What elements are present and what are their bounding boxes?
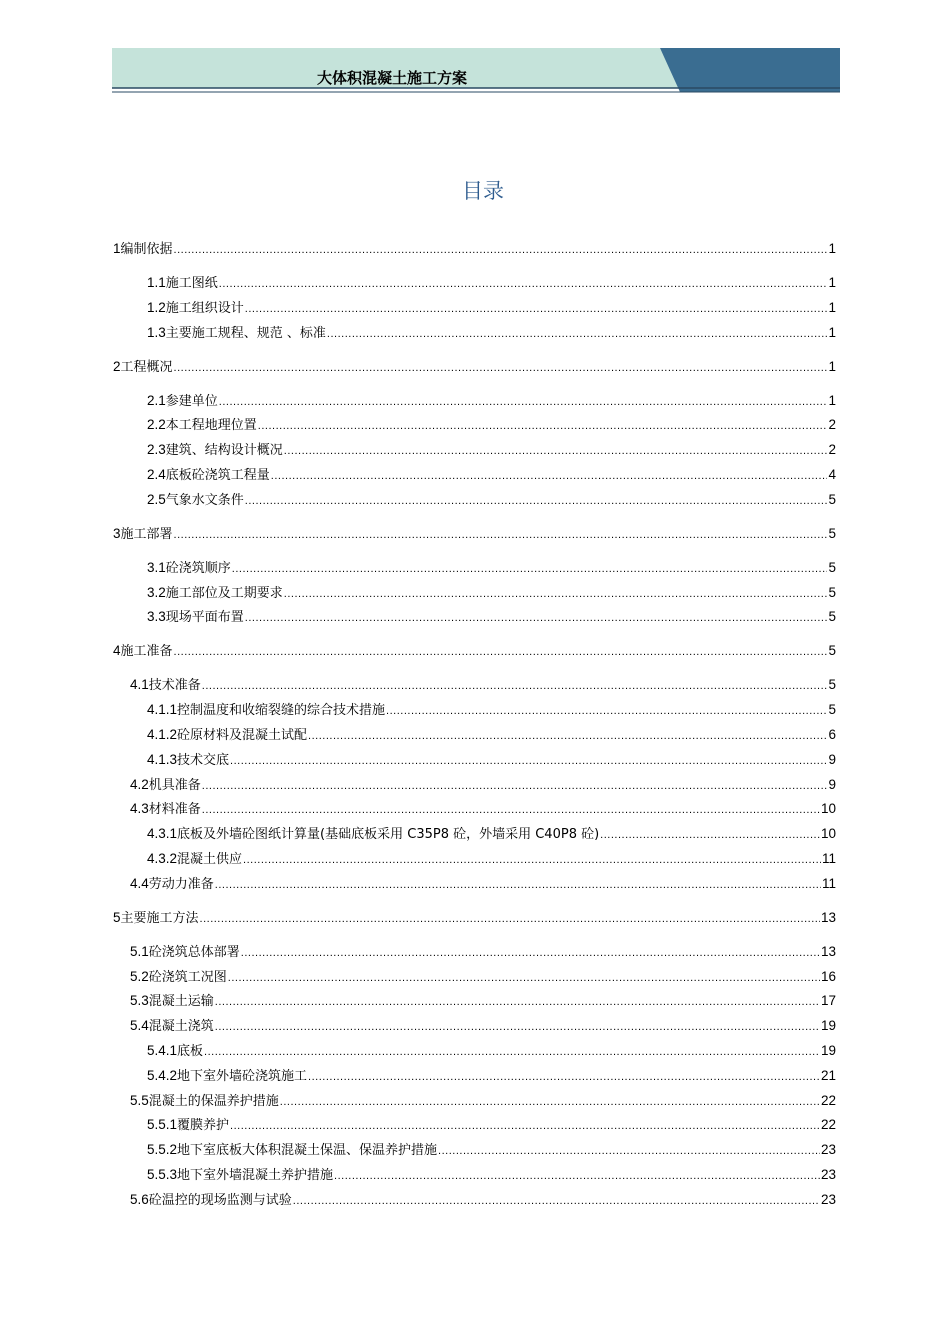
toc-entry-number: 4.3.1 [147, 826, 178, 842]
toc-entry-page: 1 [828, 299, 836, 315]
toc-entry-page: 1 [828, 241, 836, 256]
toc-entry-title: 本工程地理位置 [165, 418, 257, 434]
toc-entry-title: 主要施工规程、规范 、标准 [165, 325, 326, 341]
toc-entry-number: 4.1 [130, 677, 149, 693]
toc-entry-title: 技术准备 [148, 678, 201, 694]
toc-leader-dots [230, 752, 827, 770]
toc-leader-dots [174, 643, 828, 661]
toc-entry-title: 参建单位 [165, 393, 218, 409]
toc-entry[interactable] [147, 825, 836, 844]
toc-entry-number: 4.3 [130, 801, 149, 817]
toc-entry-title: 劳动力准备 [148, 876, 214, 892]
toc-entry-title: 混凝土运输 [148, 994, 214, 1010]
toc-entry-page: 2 [828, 442, 836, 458]
toc-entry-number: 4.1.2 [147, 727, 178, 742]
toc-entry-number: 1.2 [147, 299, 166, 315]
toc-entry-number: 4.1.3 [147, 751, 178, 767]
toc-entry-page: 5 [828, 584, 836, 600]
toc-leader-dots [327, 325, 828, 343]
toc-entry-page: 16 [820, 968, 836, 984]
toc-entry-number: 4.3.2 [147, 851, 178, 866]
toc-entry[interactable] [147, 1067, 836, 1086]
toc-entry-page: 5 [828, 702, 836, 718]
toc-entry-title: 砼浇筑工况图 [148, 969, 227, 985]
toc-entry-number: 5 [113, 909, 121, 925]
toc-entry-page: 1 [828, 358, 836, 374]
toc-entry-page: 19 [820, 1018, 836, 1034]
toc-entry-title: 地下室底板大体积混凝土保温、保温养护措施 [177, 1143, 438, 1159]
toc-entry-page: 5 [828, 609, 836, 625]
toc-entry-page: 13 [820, 909, 836, 925]
toc-leader-dots [202, 677, 828, 695]
toc-leader-dots [232, 560, 828, 578]
toc-entry-number: 2.5 [147, 491, 166, 507]
toc-entry[interactable] [130, 1191, 836, 1210]
toc-entry-number: 2 [113, 358, 121, 374]
toc-entry-page: 4 [828, 467, 836, 482]
toc-entry[interactable] [147, 1166, 836, 1185]
toc-entry-number: 4.4 [130, 875, 149, 891]
toc-entry[interactable] [147, 726, 836, 745]
toc-entry-title: 施工准备 [120, 644, 173, 660]
toc-entry-number: 5.4 [130, 1018, 149, 1034]
toc-leader-dots [386, 702, 827, 720]
toc-entry-number: 2.2 [147, 417, 166, 433]
toc-entry-number: 5.5.2 [147, 1142, 178, 1158]
toc-entry-page: 11 [821, 851, 836, 866]
toc-leader-dots [202, 801, 820, 819]
page-header [112, 48, 840, 92]
toc-entry-page: 13 [820, 943, 836, 959]
toc-entry-page: 19 [820, 1043, 836, 1058]
toc-entry[interactable] [113, 525, 836, 544]
toc-leader-dots [202, 777, 828, 795]
toc-entry[interactable] [113, 358, 836, 377]
toc-entry[interactable] [147, 584, 836, 603]
toc-entry-title: 现场平面布置 [165, 610, 244, 626]
toc-entry-number: 4 [113, 643, 121, 659]
toc-entry-title: 砼浇筑总体部署 [148, 944, 240, 960]
toc-entry-title: 底板砼浇筑工程量 [165, 468, 270, 483]
toc-entry-number: 3 [113, 525, 121, 541]
toc-entry-page: 10 [820, 826, 836, 842]
toc-entry-page: 1 [828, 275, 836, 290]
toc-entry-number: 5.4.2 [147, 1067, 178, 1083]
toc-entry-page: 22 [820, 1092, 836, 1108]
toc-entry-number: 1 [113, 241, 121, 256]
toc-leader-dots [215, 1018, 820, 1036]
toc-entry-title: 控制温度和收缩裂缝的综合技术措施 [177, 703, 386, 719]
toc-leader-dots [215, 993, 820, 1011]
toc-entry-title: 混凝土供应 [177, 852, 243, 867]
toc-entry-page: 21 [820, 1067, 836, 1083]
toc-entry-title: 覆膜养护 [177, 1118, 230, 1134]
toc-entry[interactable] [147, 751, 836, 770]
toc-entry-number: 2.1 [147, 392, 166, 408]
toc-leader-dots [219, 275, 828, 293]
toc-leader-dots [243, 851, 821, 869]
toc-entry-number: 5.5.3 [147, 1167, 178, 1182]
toc-entry-page: 5 [828, 677, 836, 693]
toc-entry-page: 23 [820, 1191, 836, 1207]
toc-entry-page: 5 [828, 559, 836, 575]
toc-entry[interactable] [130, 875, 836, 894]
toc-leader-dots [600, 826, 820, 844]
toc-entry[interactable] [147, 1042, 836, 1061]
toc-entry-number: 2.4 [147, 467, 166, 482]
toc-entry[interactable] [147, 416, 836, 435]
toc-leader-dots [219, 393, 828, 411]
toc-entry-title: 技术交底 [177, 752, 230, 768]
toc-entry[interactable] [130, 943, 836, 962]
toc-entry-title: 底板及外墙砼图纸计算量(基础底板采用 C35P8 砼，外墙采用 C40P8 砼) [177, 827, 600, 843]
toc-entry[interactable] [147, 324, 836, 343]
toc-entry-title: 主要施工方法 [120, 910, 199, 926]
toc-entry[interactable] [147, 491, 836, 510]
toc-entry-page: 5 [828, 643, 836, 659]
toc-leader-dots [200, 910, 820, 928]
toc-entry-page: 11 [821, 875, 836, 891]
toc-entry-page: 5 [828, 525, 836, 541]
toc-entry-title: 砼浇筑顺序 [165, 560, 231, 576]
toc-leader-dots [174, 359, 828, 377]
toc-entry-number: 1.1 [147, 275, 166, 290]
toc-entry-number: 4.1.1 [147, 702, 178, 718]
toc-title: 目录 [462, 179, 504, 203]
toc-entry-title: 工程概况 [120, 359, 173, 375]
toc-entry-number: 5.5.1 [147, 1117, 178, 1133]
toc-leader-dots [245, 300, 828, 318]
toc-entry-page: 2 [828, 417, 836, 433]
toc-entry[interactable] [147, 299, 836, 318]
toc-entry-title: 材料准备 [148, 802, 201, 818]
toc-leader-dots [228, 969, 820, 987]
toc-entry-title: 施工组织设计 [165, 300, 244, 316]
toc-entry-title: 砼原材料及混凝土试配 [177, 728, 308, 743]
toc-entry-number: 3.3 [147, 609, 166, 625]
toc-entry-number: 3.2 [147, 584, 166, 600]
toc-entry[interactable] [130, 676, 836, 695]
toc-entry-page: 9 [828, 751, 836, 767]
toc-entry-page: 5 [828, 491, 836, 507]
toc-leader-dots [204, 1043, 820, 1061]
toc-leader-dots [215, 876, 821, 894]
toc-entry-number: 4.2 [130, 776, 149, 792]
toc-entry[interactable] [147, 392, 836, 411]
toc-entry-title: 气象水文条件 [165, 492, 244, 508]
toc-entry-page: 22 [820, 1117, 836, 1133]
toc-entry-number: 5.4.1 [147, 1043, 178, 1058]
toc-entry-page: 17 [820, 993, 836, 1009]
toc-entry-title: 混凝土浇筑 [148, 1019, 214, 1035]
toc-entry[interactable] [147, 466, 836, 485]
toc-entry[interactable] [147, 1116, 836, 1135]
toc-entry-number: 2.3 [147, 442, 166, 458]
toc-entry-title: 地下室外墙砼浇筑施工 [177, 1068, 308, 1084]
toc-entry-title: 编制依据 [120, 242, 173, 257]
toc-leader-dots [245, 492, 828, 510]
toc-leader-dots [258, 417, 828, 435]
toc-leader-dots [293, 1192, 820, 1210]
toc-entry-title: 地下室外墙混凝土养护措施 [177, 1168, 334, 1183]
toc-entry-title: 混凝土的保温养护措施 [148, 1093, 279, 1109]
toc-entry-page: 6 [828, 727, 836, 742]
toc-entry[interactable] [130, 1092, 836, 1111]
toc-entry-page: 9 [828, 776, 836, 792]
toc-entry-page: 1 [828, 392, 836, 408]
toc-entry[interactable] [147, 559, 836, 578]
toc-entry-title: 施工图纸 [165, 276, 218, 291]
toc-entry[interactable] [147, 1141, 836, 1160]
toc-entry-number: 5.5 [130, 1092, 149, 1108]
toc-entry[interactable] [147, 608, 836, 627]
toc-entry[interactable] [147, 701, 836, 720]
toc-entry-number: 3.1 [147, 559, 166, 575]
toc-entry-title: 施工部位及工期要求 [165, 585, 283, 601]
toc-leader-dots [271, 467, 828, 485]
toc-leader-dots [174, 526, 828, 544]
toc-entry[interactable] [130, 776, 836, 795]
toc-leader-dots [308, 1068, 820, 1086]
toc-leader-dots [284, 442, 828, 460]
toc-entry-number: 5.6 [130, 1191, 149, 1207]
toc-entry[interactable] [147, 441, 836, 460]
toc-leader-dots [308, 727, 827, 745]
toc-leader-dots [280, 1093, 820, 1111]
toc-entry[interactable] [130, 1017, 836, 1036]
toc-entry-page: 23 [820, 1142, 836, 1158]
toc-leader-dots [245, 609, 828, 627]
toc-entry-page: 23 [820, 1167, 836, 1182]
toc-leader-dots [438, 1142, 820, 1160]
toc-leader-dots [174, 241, 828, 259]
toc-entry[interactable] [113, 642, 836, 661]
toc-entry-number: 5.1 [130, 943, 149, 959]
toc-entry-page: 10 [820, 801, 836, 817]
toc-entry[interactable] [113, 240, 836, 259]
toc-entry-title: 施工部署 [120, 526, 173, 542]
toc-leader-dots [334, 1167, 820, 1185]
toc-entry-title: 建筑、结构设计概况 [165, 443, 283, 459]
toc-entry[interactable] [113, 909, 836, 928]
toc-entry[interactable] [147, 850, 836, 869]
toc-leader-dots [230, 1117, 820, 1135]
toc-entry-page: 1 [828, 324, 836, 340]
toc-entry-number: 1.3 [147, 324, 166, 340]
toc-entry[interactable] [130, 968, 836, 987]
toc-entry[interactable] [147, 274, 836, 293]
toc-entry-title: 机具准备 [148, 777, 201, 793]
toc-leader-dots [241, 944, 820, 962]
toc-leader-dots [284, 585, 828, 603]
toc-entry-title: 砼温控的现场监测与试验 [148, 1192, 292, 1208]
toc-entry-title: 底板 [177, 1044, 204, 1059]
toc-entry-number: 5.3 [130, 993, 149, 1009]
toc-entry-number: 5.2 [130, 968, 149, 984]
toc-entry[interactable] [130, 800, 836, 819]
toc-entry[interactable] [130, 992, 836, 1011]
header-title: 大体积混凝土施工方案 [316, 69, 467, 87]
